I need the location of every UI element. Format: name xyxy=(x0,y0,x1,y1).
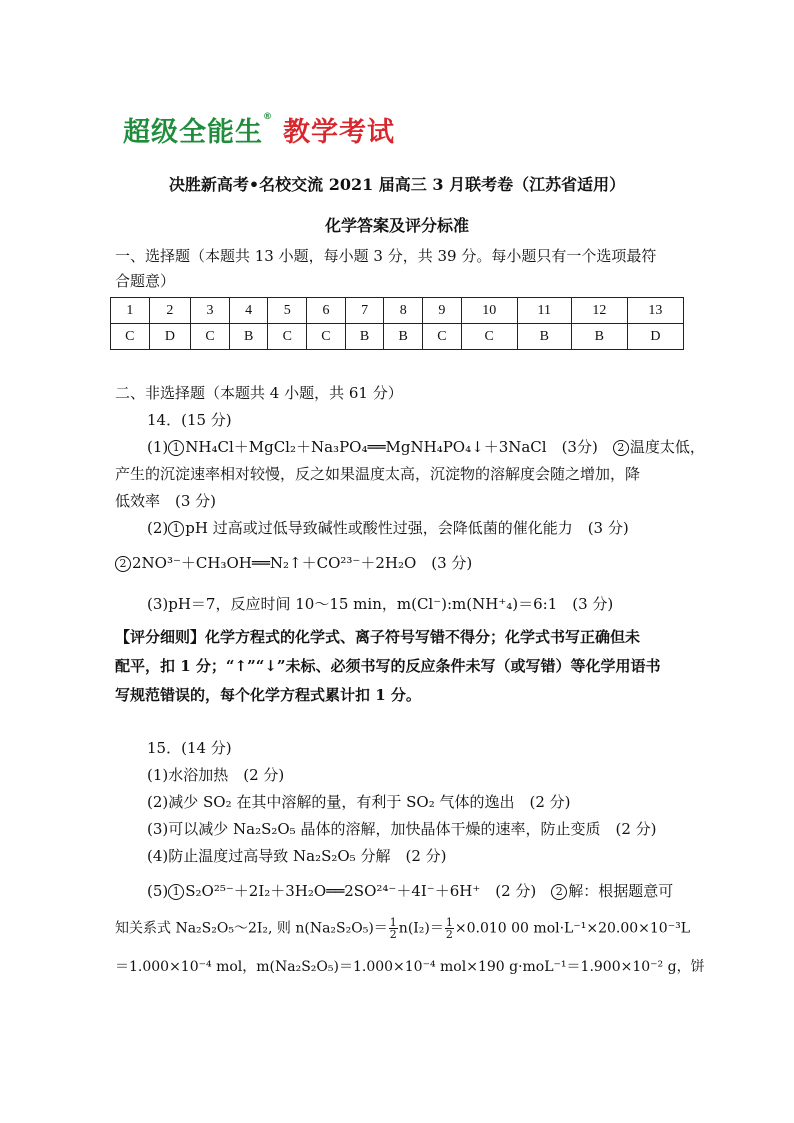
q15-part2: (2)减少 SO₂ 在其中溶解的量，有利于 SO₂ 气体的逸出 (2 分) xyxy=(147,793,571,811)
question-number: 3 xyxy=(191,298,230,324)
document-title: 决胜新高考•名校交流 2021 届高三 3 月联考卷（江苏省适用） xyxy=(168,175,626,194)
section2-heading: 二、非选择题（本题共 4 小题，共 61 分） xyxy=(115,384,403,402)
equation: S₂O²⁵⁻＋2I₂＋3H₂O══2SO²⁴⁻＋4I⁻＋6H⁺ (2 分) xyxy=(185,882,552,900)
q14-part1-line2: 产生的沉淀速率相对较慢，反之如果温度太高，沉淀物的溶解度会随之增加，降 xyxy=(115,465,641,483)
answer-cell: B xyxy=(345,324,384,350)
section1-heading-line2: 合题意） xyxy=(115,272,176,290)
scoring-rule-line1: 【评分细则】化学方程式的化学式、离子符号写错不得分；化学式书写正确但未 xyxy=(115,628,641,646)
question-number: 6 xyxy=(307,298,346,324)
question-number: 1 xyxy=(111,298,150,324)
answer-cell: C xyxy=(423,324,462,350)
q14-part2-line2 xyxy=(115,552,472,574)
circled-number: 1 xyxy=(168,521,184,537)
section1-heading-line1: 一、选择题（本题共 13 小题，每小题 3 分，共 39 分。每小题只有一个选项最符 xyxy=(115,247,657,265)
q15-part5-line1 xyxy=(147,880,673,902)
circled-number: 2 xyxy=(613,440,629,456)
answer-cell: B xyxy=(571,324,627,350)
answer-cell: C xyxy=(307,324,346,350)
q15-part1: (1)水浴加热 (2 分) xyxy=(147,766,285,784)
q14-part2-line1 xyxy=(147,517,629,539)
equation: NH₄Cl＋MgCl₂＋Na₃PO₄══MgNH₄PO₄↓＋3NaCl (3分) xyxy=(185,438,613,456)
answer-table-number-row xyxy=(111,298,684,324)
logo-brand: 超级全能生 xyxy=(123,117,263,148)
logo-registered-mark: ® xyxy=(263,112,273,122)
circled-number: 2 xyxy=(551,884,567,900)
answer-text: pH 过高或过低导致碱性或酸性过强，会降低菌的催化能力 (3 分) xyxy=(185,519,629,537)
q14-part1-line1 xyxy=(147,436,705,458)
question-number: 12 xyxy=(571,298,627,324)
circled-number: 2 xyxy=(115,556,131,572)
q15-part5-line2 xyxy=(115,917,690,940)
answer-cell: B xyxy=(517,324,571,350)
q15-heading: 15．(14 分) xyxy=(147,739,232,757)
answer-cell: C xyxy=(191,324,230,350)
question-number: 4 xyxy=(229,298,268,324)
scoring-rule-line3: 写规范错误的，每个化学方程式累计扣 1 分。 xyxy=(115,686,421,704)
brand-logo xyxy=(123,110,395,149)
question-number: 13 xyxy=(627,298,683,324)
circled-number: 1 xyxy=(168,440,184,456)
question-number: 7 xyxy=(345,298,384,324)
equation: 2NO³⁻＋CH₃OH══N₂↑＋CO²³⁻＋2H₂O (3 分) xyxy=(132,554,473,572)
scoring-rule-line2: 配平，扣 1 分；“↑”“↓”未标、必须书写的反应条件未写（或写错）等化学用语书 xyxy=(115,657,661,675)
part-label: (2) xyxy=(147,519,169,537)
answer-cell: B xyxy=(229,324,268,350)
calc-text: 知关系式 Na₂S₂O₅～2I₂, 则 n(Na₂S₂O₅)＝ xyxy=(115,920,388,937)
calc-text: ×0.010 00 mol·L⁻¹×20.00×10⁻³L xyxy=(454,920,690,937)
q14-heading: 14．(15 分) xyxy=(147,411,232,429)
q15-part3: (3)可以减少 Na₂S₂O₅ 晶体的溶解，加快晶体干燥的速率，防止变质 (2 分) xyxy=(147,820,657,838)
q15-part4: (4)防止温度过高导致 Na₂S₂O₅ 分解 (2 分) xyxy=(147,847,447,865)
q15-part5-line3: ＝1.000×10⁻⁴ mol，m(Na₂S₂O₅)＝1.000×10⁻⁴ mol×190 g·moL⁻¹＝1.900×10⁻² g，饼 xyxy=(115,959,705,975)
document-subtitle: 化学答案及评分标准 xyxy=(324,216,469,235)
answer-text: 解：根据题意可 xyxy=(568,882,674,900)
answer-table-answer-row xyxy=(111,324,684,350)
answer-text: 温度太低， xyxy=(629,438,705,456)
circled-number: 1 xyxy=(168,884,184,900)
q14-part1-line3: 低效率 (3 分) xyxy=(115,492,217,510)
question-number: 9 xyxy=(423,298,462,324)
fraction-one-half: $\frac{1}{2}$ xyxy=(389,916,397,941)
q14-part3: (3)pH＝7，反应时间 10～15 min，m(Cl⁻):m(NH⁺₄)＝6:1 (3 分) xyxy=(147,595,614,613)
part-label: (5) xyxy=(147,882,169,900)
question-number: 8 xyxy=(384,298,423,324)
question-number: 2 xyxy=(149,298,191,324)
calc-text: n(I₂)＝ xyxy=(398,920,444,937)
answer-cell: C xyxy=(111,324,150,350)
answer-table xyxy=(110,297,684,350)
question-number: 5 xyxy=(268,298,307,324)
fraction-one-half: $\frac{1}{2}$ xyxy=(445,916,453,941)
question-number: 10 xyxy=(461,298,517,324)
answer-cell: B xyxy=(384,324,423,350)
answer-cell: C xyxy=(268,324,307,350)
logo-tagline: 教学考试 xyxy=(283,117,395,148)
answer-cell: D xyxy=(149,324,191,350)
answer-cell: D xyxy=(627,324,683,350)
question-number: 11 xyxy=(517,298,571,324)
part-label: (1) xyxy=(147,438,169,456)
answer-cell: C xyxy=(461,324,517,350)
